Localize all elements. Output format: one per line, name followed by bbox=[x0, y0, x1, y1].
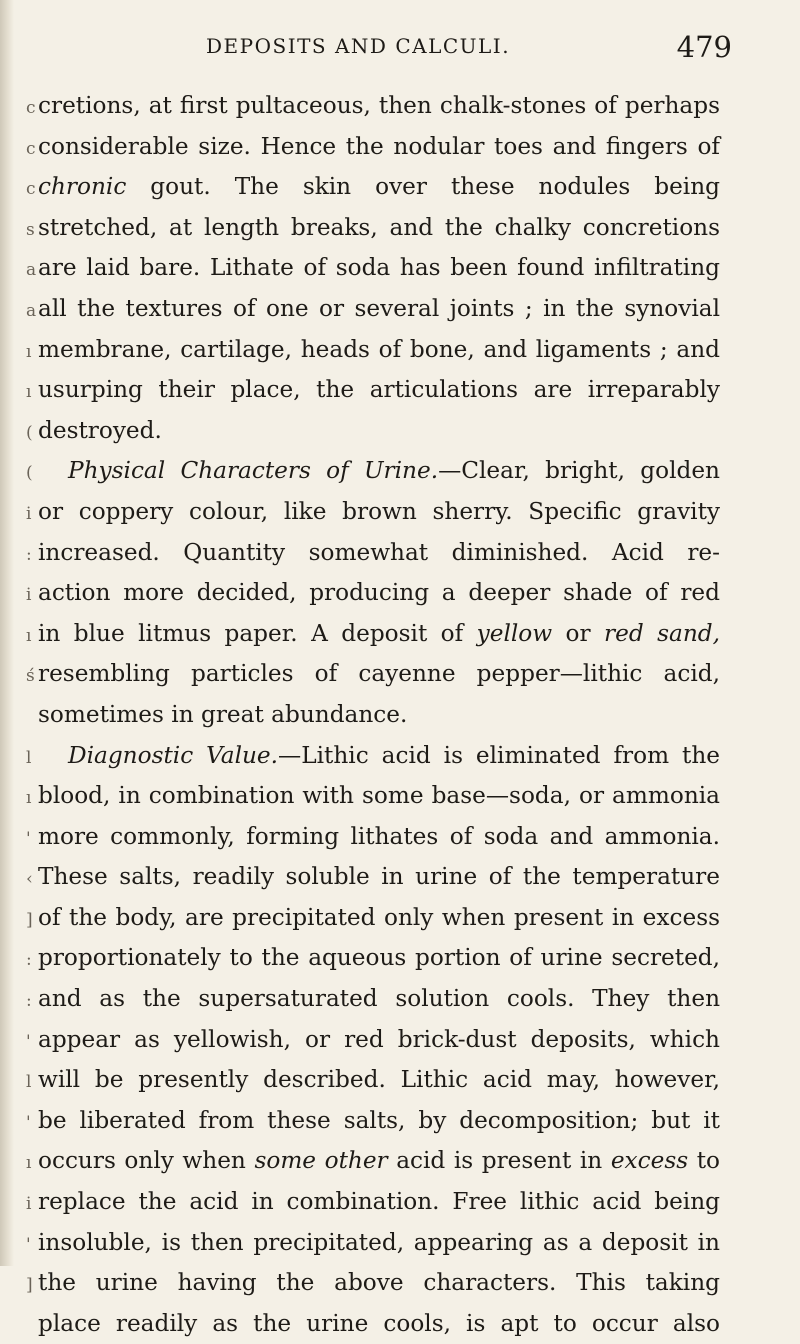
text-line: c chronic gout. The skin over these nodules being bbox=[26, 167, 720, 208]
text-line: ı occurs only when some other acid is present in excess to bbox=[26, 1141, 720, 1182]
left-margin-fragment: a bbox=[26, 300, 37, 321]
left-margin-fragment: ś bbox=[26, 666, 35, 687]
text-line: ‹ These salts, readily soluble in urine of the temperature bbox=[26, 857, 720, 898]
italic-term: red sand, bbox=[604, 619, 720, 647]
body-text bbox=[26, 86, 720, 1344]
text-line: ś resembling particles of cayenne pepper—lithic acid, bbox=[26, 654, 720, 695]
left-margin-fragment: ( bbox=[26, 422, 33, 443]
text-line: ı blood, in combination with some base—soda, or ammonia bbox=[26, 776, 720, 817]
left-margin-fragment: i bbox=[26, 585, 32, 606]
left-margin-fragment: ı bbox=[26, 625, 32, 646]
left-margin-fragment: a bbox=[26, 260, 37, 281]
left-margin-fragment: ] bbox=[26, 909, 33, 930]
text-line: ı usurping their place, the articulations are irreparably bbox=[26, 370, 720, 411]
text-line: l will be presently described. Lithic acid may, however, bbox=[26, 1060, 720, 1101]
text-line: : proportionately to the aqueous portion of urine secreted, bbox=[26, 938, 720, 979]
left-margin-fragment: l bbox=[26, 747, 32, 768]
text-line: ( Physical Characters of Urine.—Clear, bright, golden bbox=[26, 451, 720, 492]
left-margin-fragment: ( bbox=[26, 463, 33, 484]
section-heading: Physical Characters of Urine. bbox=[68, 457, 439, 485]
text-line: i action more decided, producing a deeper shade of red bbox=[26, 573, 720, 614]
left-margin-fragment: i bbox=[26, 503, 32, 524]
text-line: s stretched, at length breaks, and the chalky concretions bbox=[26, 208, 720, 249]
text-line: ' be liberated from these salts, by decomposition; but it bbox=[26, 1101, 720, 1142]
left-margin-fragment: c bbox=[26, 179, 36, 200]
text-line: i or coppery colour, like brown sherry. Specific gravity bbox=[26, 492, 720, 533]
left-margin-fragment: ı bbox=[26, 382, 32, 403]
text-line: sometimes in great abundance. bbox=[38, 700, 408, 728]
left-margin-fragment: ı bbox=[26, 1153, 32, 1174]
page-header bbox=[26, 30, 770, 70]
text-line: ı in blue litmus paper. A deposit of yellow or red sand, bbox=[26, 614, 720, 655]
text-line: c considerable size. Hence the nodular toes and fingers of bbox=[26, 127, 720, 168]
text-line: place readily as the urine cools, is apt to occur also bbox=[38, 1309, 720, 1337]
text-line: c cretions, at first pultaceous, then chalk-stones of perhaps bbox=[26, 86, 720, 127]
italic-term: excess bbox=[610, 1147, 689, 1175]
text-line: ı membrane, cartilage, heads of bone, and ligaments ; and bbox=[26, 330, 720, 371]
text-line: : and as the supersaturated solution cools. They then bbox=[26, 979, 720, 1020]
text-line: aare laid bare. Lithate of soda has been found infiltrating bbox=[26, 248, 720, 289]
left-margin-fragment: ] bbox=[26, 1275, 33, 1296]
text-line: : increased. Quantity somewhat diminished. Acid re- bbox=[26, 533, 720, 574]
left-margin-fragment: ' bbox=[26, 828, 31, 849]
text-line: l Diagnostic Value.—Lithic acid is eliminated from the bbox=[26, 736, 720, 777]
left-margin-fragment: ‹ bbox=[26, 869, 33, 890]
left-margin-fragment: : bbox=[26, 991, 32, 1012]
left-margin-fragment: c bbox=[26, 98, 36, 118]
left-margin-fragment: ' bbox=[26, 1112, 31, 1133]
left-margin-fragment: ı bbox=[26, 341, 32, 362]
left-margin-fragment: l bbox=[26, 1072, 32, 1093]
left-margin-fragment: ı bbox=[26, 788, 32, 809]
italic-term: yellow bbox=[476, 619, 553, 647]
text-line: ' appear as yellowish, or red brick-dust deposits, which bbox=[26, 1020, 720, 1061]
text-line: ] of the body, are precipitated only when present in excess bbox=[26, 898, 720, 939]
page-number: 479 bbox=[676, 30, 732, 64]
text-line: i replace the acid in combination. Free lithic acid being bbox=[26, 1182, 720, 1223]
left-margin-fragment: s bbox=[26, 219, 35, 240]
text-line: ] the urine having the above characters. This taking bbox=[26, 1263, 720, 1304]
left-margin-fragment: ' bbox=[26, 1234, 31, 1255]
left-margin-fragment: : bbox=[26, 950, 32, 971]
left-margin-fragment: : bbox=[26, 544, 32, 565]
italic-term: chronic bbox=[38, 173, 127, 201]
running-title: DEPOSITS AND CALCULI. bbox=[206, 34, 511, 58]
italic-term: some other bbox=[254, 1147, 388, 1175]
text-line: aall the textures of one or several joints ; in the synovial bbox=[26, 289, 720, 330]
spine-shadow bbox=[0, 0, 14, 1266]
section-heading: Diagnostic Value. bbox=[68, 741, 279, 769]
left-margin-fragment: c bbox=[26, 138, 36, 159]
text-line: ( destroyed. bbox=[26, 411, 720, 452]
text-line: ' more commonly, forming lithates of soda and ammonia. bbox=[26, 817, 720, 858]
text-line: ' insoluble, is then precipitated, appearing as a deposit in bbox=[26, 1223, 720, 1264]
left-margin-fragment: i bbox=[26, 1194, 32, 1215]
left-margin-fragment: ' bbox=[26, 1031, 31, 1052]
